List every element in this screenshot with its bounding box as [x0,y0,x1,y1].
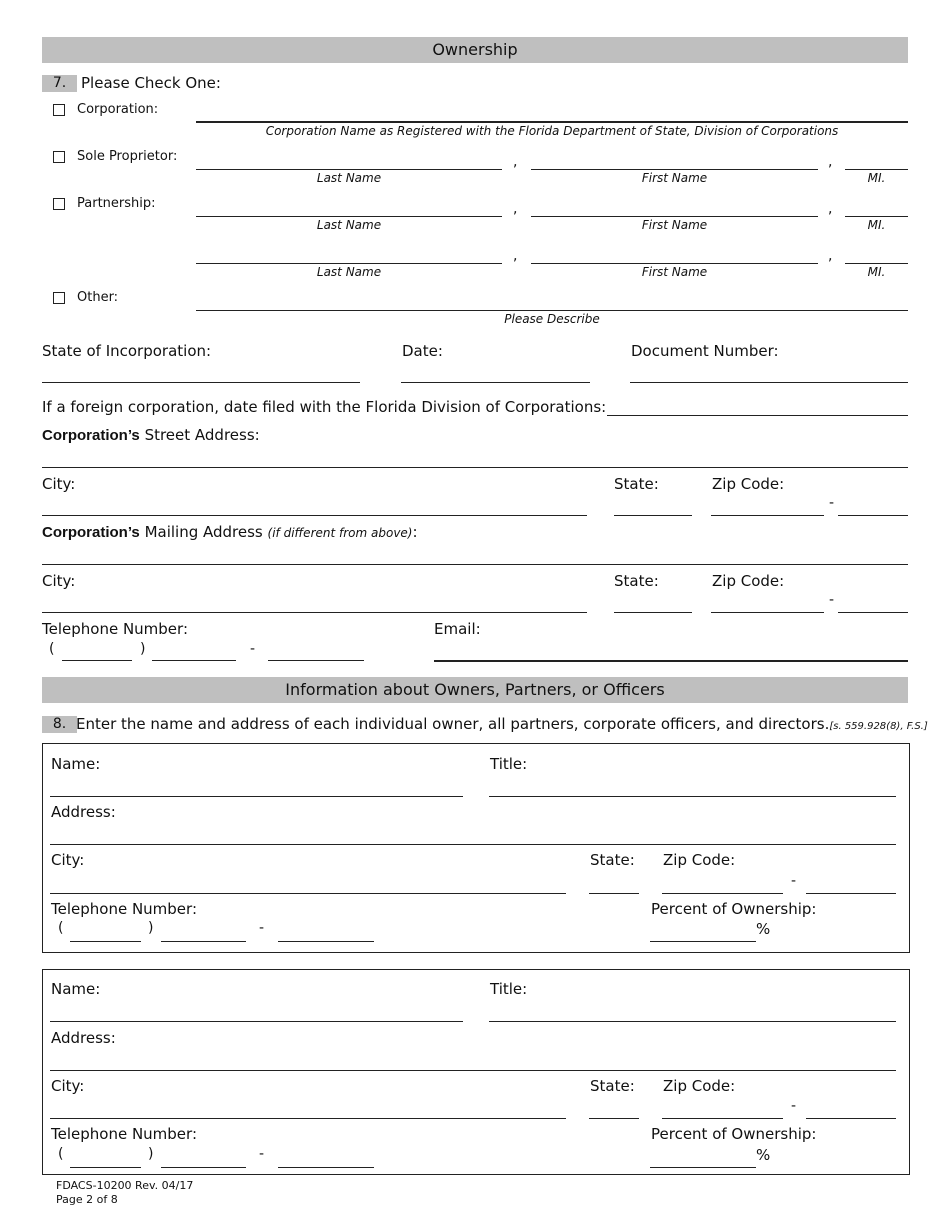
phone-dash: - [259,920,265,936]
owner-city-field[interactable] [50,1118,566,1119]
email-label: Email: [434,620,481,638]
partner2-last-name-field[interactable] [196,263,502,264]
state-of-incorporation-field[interactable] [42,382,360,383]
owners-section-header: Information about Owners, Partners, or Officers [42,677,908,703]
comma: , [513,248,518,264]
owner-phone-prefix-field[interactable] [161,941,246,942]
comma: , [828,201,833,217]
other-describe-field[interactable] [196,310,908,311]
sole-mi-field[interactable] [845,169,908,170]
owner-telephone-label: Telephone Number: [51,1125,197,1143]
owner-name-label: Name: [51,755,101,773]
phone-dash: - [250,641,256,657]
document-number-field[interactable] [630,382,908,383]
owner-title-field[interactable] [489,1021,896,1022]
page-number: Page 2 of 8 [56,1193,118,1206]
owner-address-label: Address: [51,1029,116,1047]
owner-telephone-label: Telephone Number: [51,900,197,918]
city-field[interactable] [42,515,587,516]
other-label: Other: [77,290,119,305]
mailing-zip-field[interactable] [711,612,824,613]
comma: , [828,248,833,264]
city-label: City: [42,475,76,493]
owner-zip-field[interactable] [662,1118,783,1119]
partner1-last-name-field[interactable] [196,216,502,217]
owner-block-2 [42,969,910,1175]
zip-ext-field[interactable] [838,515,908,516]
owner-percent-field[interactable] [650,941,756,942]
mailing-address-note: (if different from above) [267,526,413,540]
partner1-mi-field[interactable] [845,216,908,217]
describe-caption: Please Describe [504,312,600,326]
zip-dash: - [829,592,835,608]
phone-dash: - [259,1146,265,1162]
document-number-label: Document Number: [631,342,779,360]
mi-caption: MI. [867,265,886,279]
zip-dash: - [791,1098,797,1114]
question-8-text [76,715,928,733]
partner2-mi-field[interactable] [845,263,908,264]
mailing-city-field[interactable] [42,612,587,613]
question-number-8: 8. [42,716,77,733]
mi-caption: MI. [867,171,886,185]
question-7-text: Please Check One: [81,74,221,92]
owner-title-field[interactable] [489,796,896,797]
zip-dash: - [829,495,835,511]
owner-percent-field[interactable] [650,1167,756,1168]
owner-city-field[interactable] [50,893,566,894]
owner-address-label: Address: [51,803,116,821]
comma: , [828,154,833,170]
owner-percent-label: Percent of Ownership: [651,900,817,918]
partner2-first-name-field[interactable] [531,263,818,264]
mailing-state-label: State: [614,572,659,590]
foreign-corp-label: If a foreign corporation, date filed with the Florida Division of Corporations: [42,398,607,416]
phone-prefix-field[interactable] [152,660,236,661]
phone-line-field[interactable] [268,660,364,661]
corporation-checkbox[interactable] [53,104,65,116]
colon: : [412,523,418,541]
partnership-label: Partnership: [77,196,156,211]
owner-area-code-field[interactable] [70,1167,141,1168]
owner-zip-label: Zip Code: [663,1077,736,1095]
mailing-zip-ext-field[interactable] [838,612,908,613]
sole-first-name-field[interactable] [531,169,818,170]
last-name-caption: Last Name [316,218,382,232]
owner-city-label: City: [51,851,85,869]
ownership-section-header: Ownership [42,37,908,63]
mailing-address-label [42,523,418,541]
date-field[interactable] [401,382,590,383]
owner-name-field[interactable] [50,1021,463,1022]
owner-title-label: Title: [490,755,528,773]
owner-state-label: State: [590,851,635,869]
state-of-incorporation-label: State of Incorporation: [42,342,212,360]
paren-open: ( [58,920,64,936]
zip-dash: - [791,873,797,889]
owner-phone-prefix-field[interactable] [161,1167,246,1168]
form-id: FDACS-10200 Rev. 04/17 [56,1179,194,1192]
first-name-caption: First Name [641,171,708,185]
paren-close: ) [140,641,146,657]
sole-last-name-field[interactable] [196,169,502,170]
question-8-ref: [s. 559.928(8), F.S.] [829,721,928,732]
last-name-caption: Last Name [316,265,382,279]
corporation-name-caption: Corporation Name as Registered with the Florida Department of State, Division of Corporations [265,124,839,138]
other-checkbox[interactable] [53,292,65,304]
paren-open: ( [49,641,55,657]
percent-sign: % [756,920,771,938]
mailing-state-field[interactable] [614,612,692,613]
email-field[interactable] [434,660,908,662]
street-address-label-rest: Street Address: [144,426,260,444]
area-code-field[interactable] [62,660,132,661]
zip-label: Zip Code: [712,475,785,493]
owner-state-field[interactable] [589,893,639,894]
partner1-first-name-field[interactable] [531,216,818,217]
telephone-label: Telephone Number: [42,620,188,638]
street-address-field[interactable] [42,467,908,468]
corporation-name-field[interactable] [196,121,908,123]
comma: , [513,154,518,170]
owner-zip-field[interactable] [662,893,783,894]
mailing-address-label-bold: Corporation’s [42,524,140,541]
owner-address-field[interactable] [50,1070,896,1071]
owner-area-code-field[interactable] [70,941,141,942]
state-field[interactable] [614,515,692,516]
zip-field[interactable] [711,515,824,516]
first-name-caption: First Name [641,218,708,232]
date-label: Date: [402,342,443,360]
last-name-caption: Last Name [316,171,382,185]
street-address-label-bold: Corporation’s [42,427,140,444]
comma: , [513,201,518,217]
owner-block-1 [42,743,910,953]
corporation-label: Corporation: [77,102,159,117]
owner-name-field[interactable] [50,796,463,797]
mailing-address-field[interactable] [42,564,908,565]
owner-zip-ext-field[interactable] [806,1118,896,1119]
foreign-corp-date-field[interactable] [607,415,908,416]
mailing-city-label: City: [42,572,76,590]
first-name-caption: First Name [641,265,708,279]
owner-phone-line-field[interactable] [278,941,374,942]
paren-close: ) [148,1146,154,1162]
paren-open: ( [58,1146,64,1162]
mi-caption: MI. [867,218,886,232]
paren-close: ) [148,920,154,936]
owner-name-label: Name: [51,980,101,998]
percent-sign: % [756,1146,771,1164]
owner-zip-label: Zip Code: [663,851,736,869]
owner-phone-line-field[interactable] [278,1167,374,1168]
owner-state-label: State: [590,1077,635,1095]
question-number-7: 7. [42,75,77,92]
sole-proprietor-checkbox[interactable] [53,151,65,163]
mailing-address-label-rest: Mailing Address [144,523,263,541]
question-8-body: Enter the name and address of each individual owner, all partners, corporate officers, and directors. [76,715,830,733]
owner-zip-ext-field[interactable] [806,893,896,894]
sole-proprietor-label: Sole Proprietor: [77,149,178,164]
state-label: State: [614,475,659,493]
owner-percent-label: Percent of Ownership: [651,1125,817,1143]
street-address-label [42,426,260,444]
owner-state-field[interactable] [589,1118,639,1119]
partnership-checkbox[interactable] [53,198,65,210]
owner-address-field[interactable] [50,844,896,845]
owner-title-label: Title: [490,980,528,998]
mailing-zip-label: Zip Code: [712,572,785,590]
owner-city-label: City: [51,1077,85,1095]
